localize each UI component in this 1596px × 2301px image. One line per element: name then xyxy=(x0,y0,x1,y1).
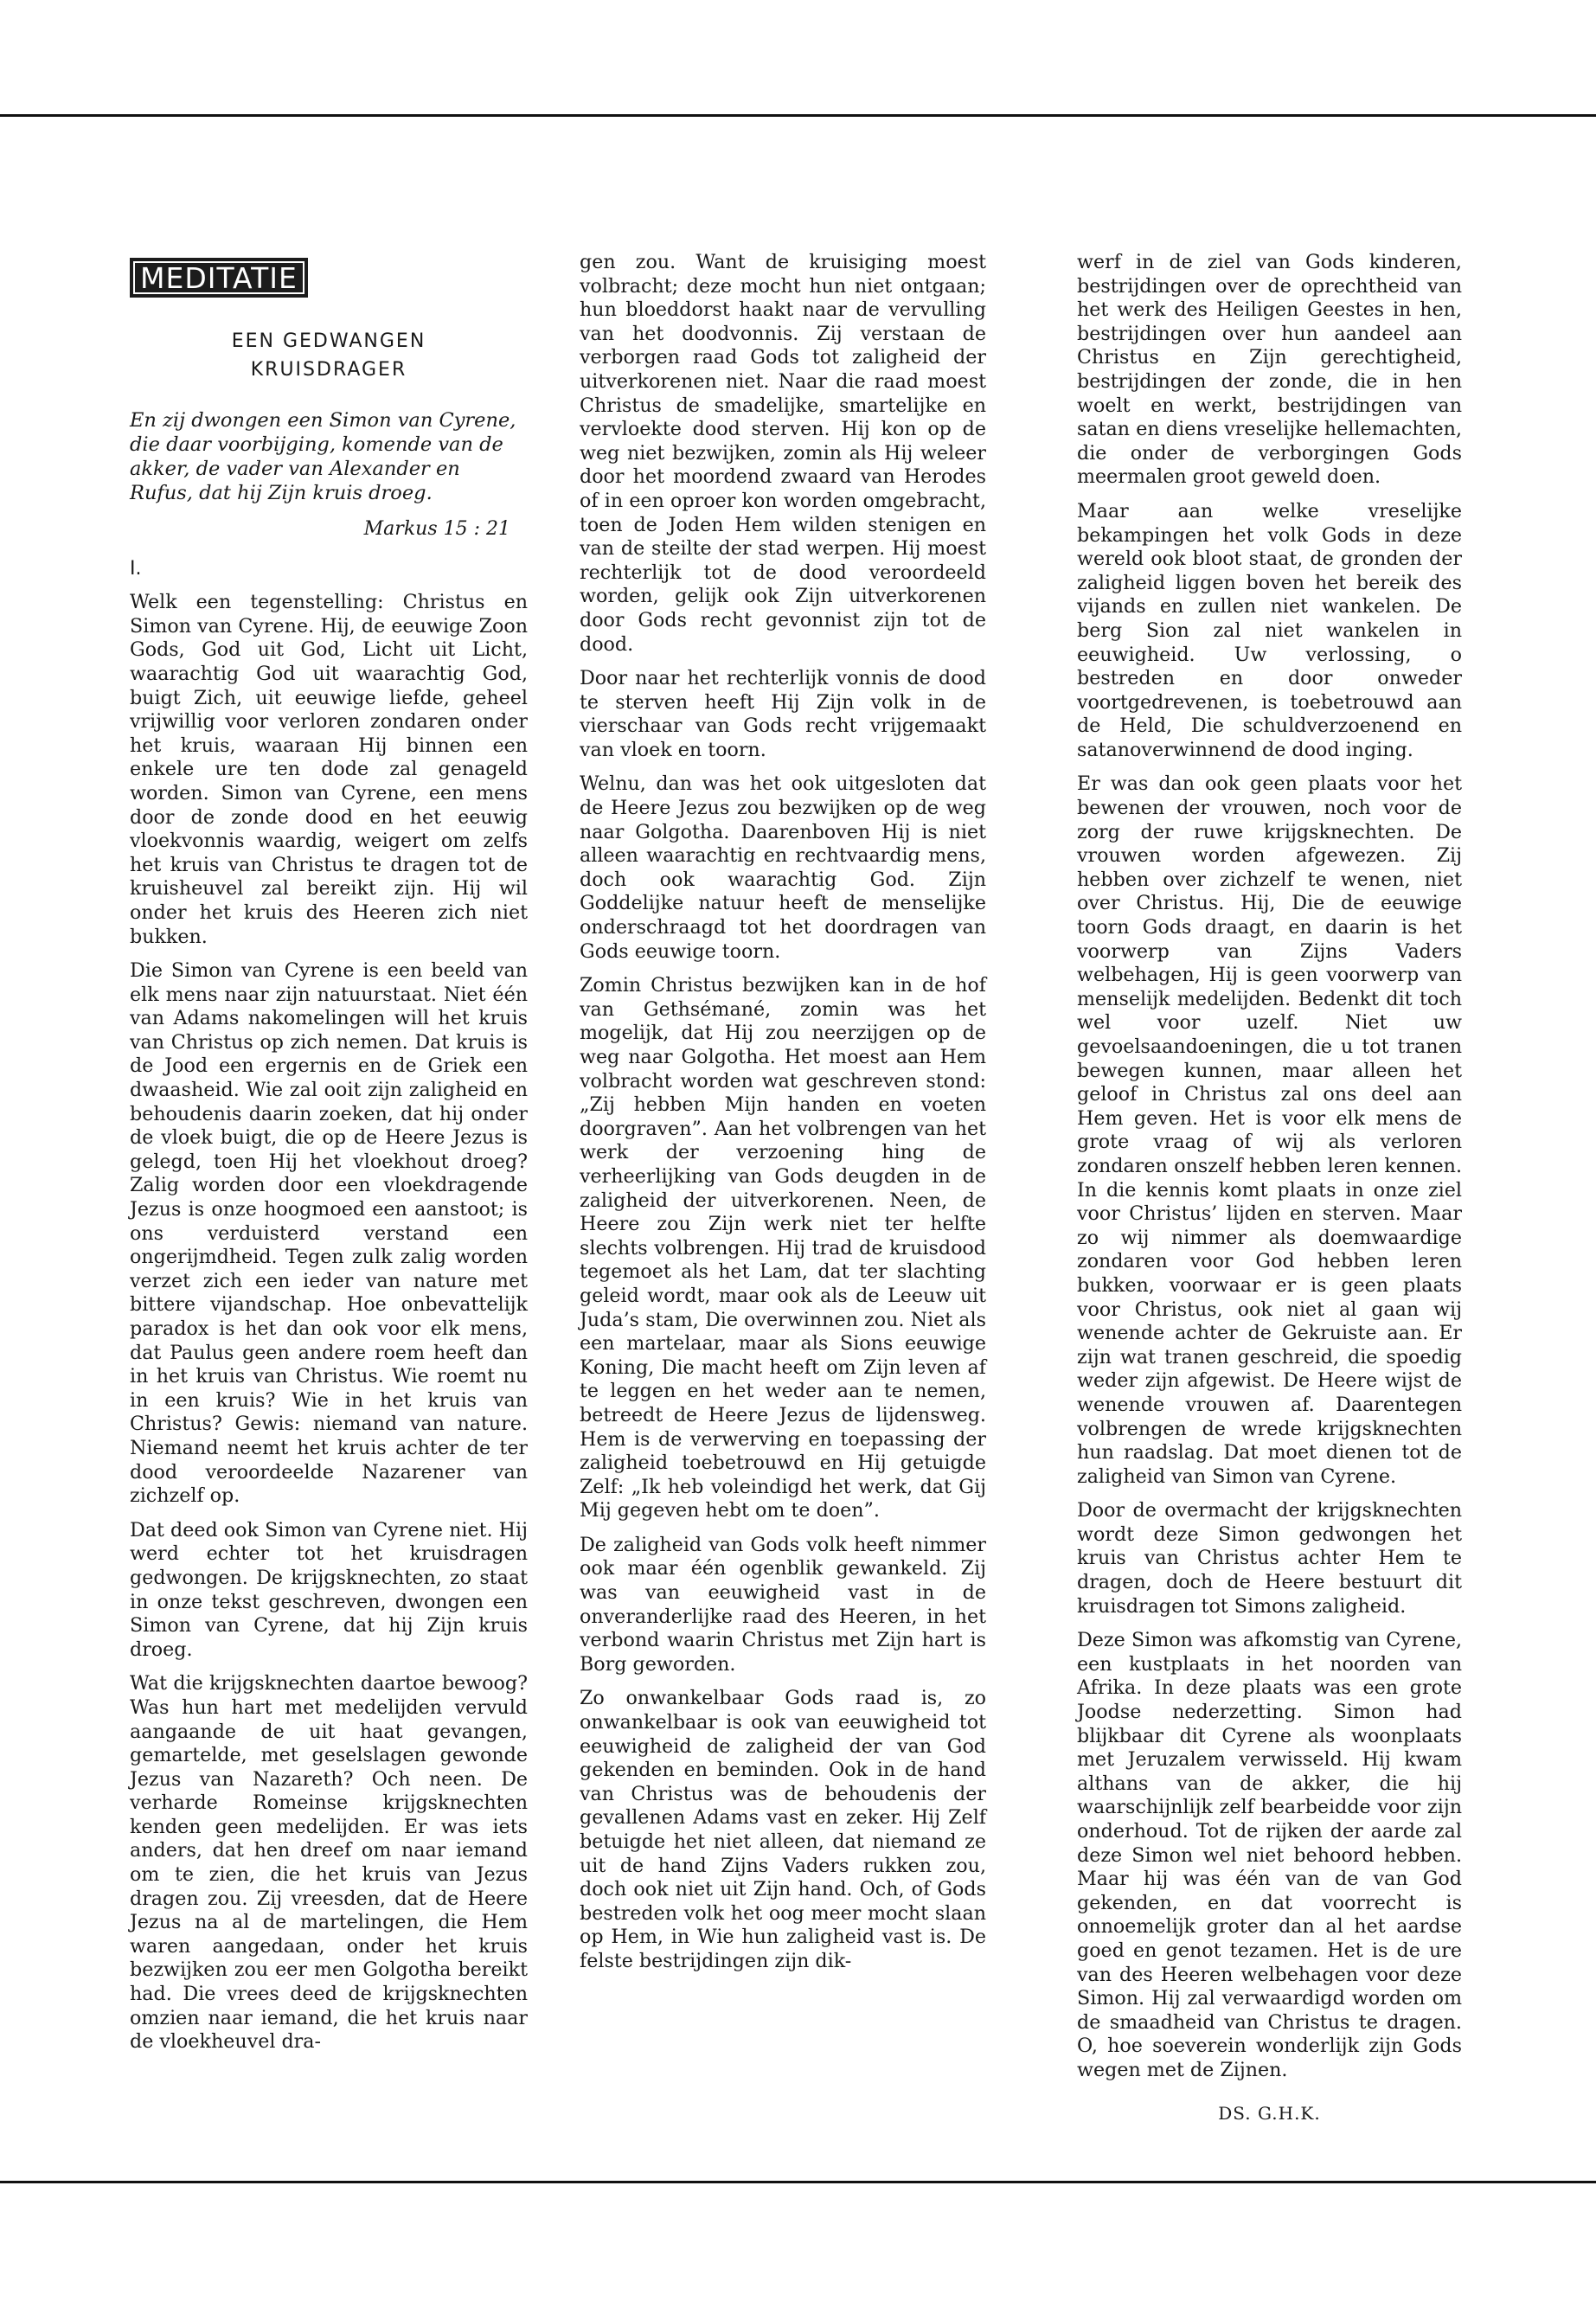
paragraph: Door naar het rechterlijk vonnis de dood te sterven heeft Hij Zijn volk in de vierschaar van Gods recht vrijgemaakt van vloek en toorn. xyxy=(580,667,986,761)
bottom-rule xyxy=(0,2181,1596,2183)
paragraph: Door de overmacht der krijgsknechten wordt deze Simon gedwongen het kruis van Christus achter Hem te dragen, doch de Heere bestuurt dit kruisdragen tot Simons zaligheid. xyxy=(1077,1499,1462,1618)
epigraph-text: En zij dwongen een Simon van Cyrene, die daar voorbijging, komende van de akker, de vader van Alexander en Rufus, dat hij Zijn kruis droeg. xyxy=(130,409,516,504)
column-3 xyxy=(1077,251,1462,2125)
section-number: I. xyxy=(130,557,142,580)
meditatie-badge xyxy=(130,258,528,298)
paragraph: Zo onwankelbaar Gods raad is, zo onwankelbaar is ook van eeuwigheid tot eeuwigheid de zaligheid der van God gekenden en beminden. Ook in de hand van Christus was de behoudenis der gevallenen Adams vast en zeker. Hij Zelf betuigde het niet alleen, dat niemand ze uit de hand Zijns Vaders rukken zou, doch ook niet uit Zijn hand. Och, of Gods bestreden volk het oog meer mocht slaan op Hem, in Wie hun zaligheid vast is. De felste bestrijdingen zijn dik- xyxy=(580,1687,986,1972)
title-line-1: EEN GEDWANGEN xyxy=(231,330,426,352)
paragraph: Welnu, dan was het ook uitgesloten dat de Heere Jezus zou bezwijken op de weg naar Golgotha. Daarenboven Hij is niet alleen waarachtig en rechtvaardig mens, doch ook waarachtig God. Zijn Goddelijke natuur heeft de menselijke onderschraagd tot het doordragen van Gods eeuwige toorn. xyxy=(580,772,986,963)
paragraph: Zomin Christus bezwijken kan in de hof van Gethsémané, zomin was het mogelijk, dat Hij zou neerzijgen op de weg naar Golgotha. Het moest aan Hem volbracht worden wat geschreven stond: „Zij hebben Mijn handen en voeten doorgraven”. Aan het volbrengen van het werk der verzoening hing de verheerlijking van Gods deugden in de zaligheid der uitverkorenen. Neen, de Heere zou Zijn werk niet ter helfte slechts volbrengen. Hij trad de kruisdood tegemoet als het Lam, dat ter slachting geleid wordt, maar ook als de Leeuw uit Juda’s stam, Die overwinnen zou. Niet als een martelaar, maar als Sions eeuwige Koning, Die macht heeft om Zijn leven af te leggen en het weder aan te nemen, betreedt de Heere Jezus de lijdensweg. Hem is de verwerving en toepassing der zaligheid toebetrouwd en Hij getuigde Zelf: „Ik heb voleindigd het werk, dat Gij Mij gegeven hebt om te doen”. xyxy=(580,974,986,1522)
title-line-2: KRUISDRAGER xyxy=(250,359,407,381)
article-title xyxy=(130,327,528,384)
column-1 xyxy=(130,258,528,2065)
paragraph: Er was dan ook geen plaats voor het bewenen der vrouwen, noch voor de zorg der ruwe krijgsknechten. De vrouwen worden afgewezen. Zij hebben over zichzelf te wenen, niet over Christus. Hij, Die de eeuwige toorn Gods draagt, en daarin is het voorwerp van Zijns Vaders welbehagen, Hij is geen voorwerp van menselijk medelijden. Bedenkt dit toch wel voor uzelf. Niet uw gevoelsaandoeningen, die u tot tranen bewegen kunnen, maar alleen het geloof in Christus zal ons deel aan Hem geven. Het is voor elk mens de grote vraag of wij als verloren zondaren onszelf hebben leren kennen. In die kennis komt plaats in onze ziel voor Christus’ lijden en sterven. Maar zo wij nimmer als doemwaardige zondaren voor God hebben leren bukken, voorwaar er is geen plaats voor Christus, ook niet al gaan wij wenende achter de Gekruiste aan. Er zijn wat tranen geschreid, die spoedig weder zijn afgewist. De Heere wijst de wenende vrouwen af. Daarentegen volbrengen de wrede krijgsknechten hun raadslag. Dat moet dienen tot de zaligheid van Simon van Cyrene. xyxy=(1077,772,1462,1488)
paragraph: Die Simon van Cyrene is een beeld van elk mens naar zijn natuurstaat. Niet één van Adams nakomelingen will het kruis van Christus op zich nemen. Dat kruis is de Jood een ergernis en de Griek een dwaasheid. Wie zal ooit zijn zaligheid en behoudenis daarin zoeken, dat hij onder de vloek buigt, die op de Heere Jezus is gelegd, toen Hij het vloekhout droeg? Zalig worden door een vloekdragende Jezus is onze hoogmoed een aanstoot; is ons verduisterd verstand een ongerijmdheid. Tegen zulk zalig worden verzet zich een ieder van nature met bittere vijandschap. Hoe onbevattelijk paradox is het dan ook voor elk mens, dat Paulus geen andere roem heeft dan in het kruis van Christus. Wie roemt nu in een kruis? Wie in het kruis van Christus? Gewis: niemand van nature. Niemand neemt het kruis achter de ter dood veroordeelde Nazarener van zichzelf op. xyxy=(130,959,528,1508)
paragraph: Dat deed ook Simon van Cyrene niet. Hij werd echter tot het kruisdragen gedwongen. De krijgsknechten, zo staat in onze tekst geschreven, dwongen een Simon van Cyrene, dat hij Zijn kruis droeg. xyxy=(130,1518,528,1661)
paragraph: Deze Simon was afkomstig van Cyrene, een kustplaats in het noorden van Afrika. In deze plaats was een grote Joodse nederzetting. Simon had blijkbaar dit Cyrene als woonplaats met Jeruzalem verwisseld. Hij kwam althans van de akker, die hij waarschijnlijk zelf bearbeidde voor zijn onderhoud. Tot de rijken der aarde zal deze Simon wel niet behoord hebben. Maar hij was één van de van God gekenden, en dat voorrecht is onnoemelijk groter dan al het aardse goed en genot tezamen. Het is de ure van des Heeren welbehagen voor deze Simon. Hij zal verwaardigd worden om de smaadheid van Christus te dragen. O, hoe soeverein wonderlijk zijn Gods wegen met de Zijnen. xyxy=(1077,1629,1462,2081)
paragraph: Welk een tegenstelling: Christus en Simon van Cyrene. Hij, de eeuwige Zoon Gods, God uit God, Licht uit Licht, waarachtig God uit waarachtig God, buigt Zich, uit eeuwige liefde, geheel vrijwillig voor verloren zondaren onder het kruis, waaraan Hij binnen een enkele ure ten dode zal genageld worden. Simon van Cyrene, een mens door de zonde dood en het eeuwig vloekvonnis waardig, weigert om zelfs het kruis van Christus te dragen tot de kruisheuvel zal bereikt zijn. Hij wil onder het kruis des Heeren zich niet bukken. xyxy=(130,591,528,948)
epigraph-reference: Markus 15 : 21 xyxy=(363,518,510,540)
paragraph: werf in de ziel van Gods kinderen, bestrijdingen over de oprechtheid van het werk des Heiligen Geestes in hen, bestrijdingen over hun aandeel aan Christus en Zijn gerechtigheid, bestrijdingen der zonde, die in hen woelt en werkt, bestrijdingen van satan en diens vreselijke hellemachten, die onder de verborgingen Gods meermalen groot geweld doen. xyxy=(1077,251,1462,489)
column-2 xyxy=(580,251,986,1984)
badge-label: MEDITATIE xyxy=(130,258,308,298)
paragraph: De zaligheid van Gods volk heeft nimmer ook maar één ogenblik gewankeld. Zij was van eeuwigheid vast in de onveranderlijke raad des Heeren, in het verbond waarin Christus met Zijn hart is Borg geworden. xyxy=(580,1533,986,1676)
paragraph: Wat die krijgsknechten daartoe bewoog? Was hun hart met medelijden vervuld aangaande de uit haat gevangen, gemartelde, met geselslagen gewonde Jezus van Nazareth? Och neen. De verharde Romeinse krijgsknechten kenden geen medelijden. Er was iets anders, dat hen dreef om naar iemand om te zien, die het kruis van Jezus dragen zou. Zij vreesden, dat de Heere Jezus na al de martelingen, die Hem waren aangedaan, onder het kruis bezwijken zou eer men Golgotha bereikt had. Die vrees deed de krijgsknechten omzien naar iemand, die het kruis naar de vloekheuvel dra- xyxy=(130,1672,528,2054)
paragraph: Maar aan welke vreselijke bekampingen het volk Gods in deze wereld ook bloot staat, de gronden der zaligheid liggen boven het bereik des vijands en zullen niet wankelen. De berg Sion zal niet wankelen in eeuwigheid. Uw verlossing, o bestreden en door onweder voortgedrevenen, is toebetrouwd aan de Held, Die schuldverzoenend en satanoverwinnend de dood inging. xyxy=(1077,499,1462,761)
paragraph: gen zou. Want de kruisiging moest volbracht; deze mocht hun niet ontgaan; hun bloeddorst haakt naar de vervulling van het doodvonnis. Zij verstaan de verborgen raad Gods tot zaligheid der uitverkorenen niet. Naar die raad moest Christus de smadelijke, smartelijke en vervloekte dood sterven. Hij kon op de weg niet bezwijken, zomin als Hij weleer door het moordend zwaard van Herodes of in een oproer kon worden omgebracht, toen de Joden Hem wilden stenigen en van de steilte der stad werpen. Hij moest rechterlijk tot de dood veroordeeld worden, gelijk ook Zijn uitverkorenen door Gods recht gevonnist zijn tot de dood. xyxy=(580,251,986,656)
author-signature: DS. G.H.K. xyxy=(1218,2102,1321,2124)
top-rule xyxy=(0,114,1596,117)
